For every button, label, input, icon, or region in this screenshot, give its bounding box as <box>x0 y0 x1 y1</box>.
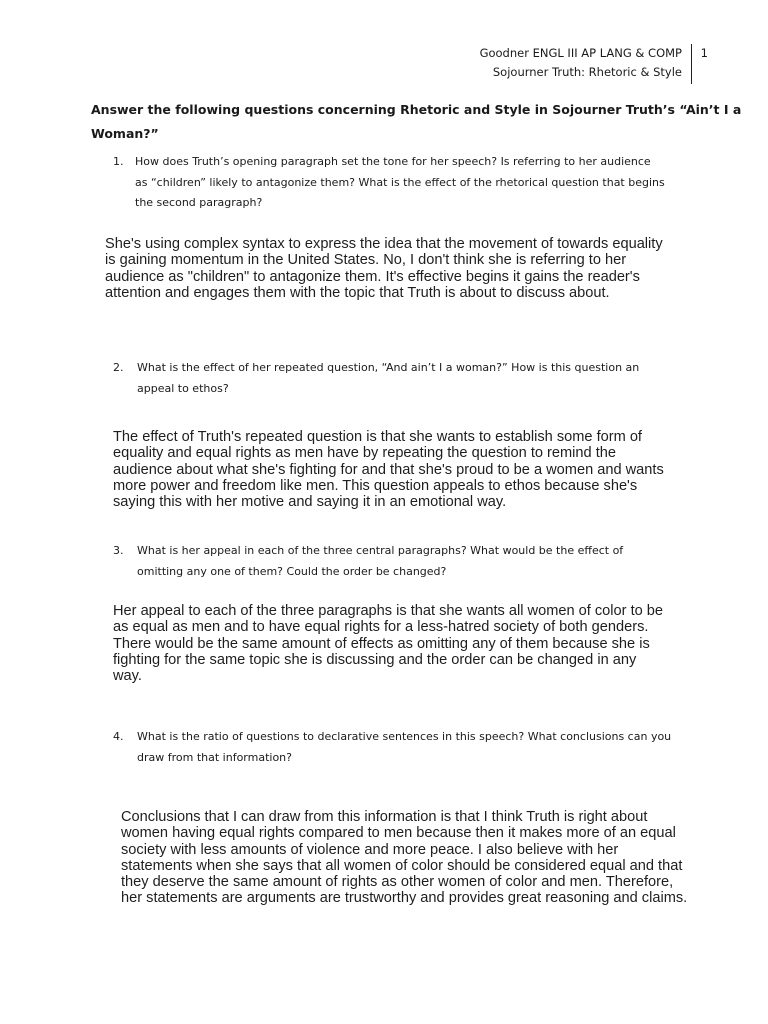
answer-line: audience about what she's fighting for and that she's proud to be a women and wants <box>113 461 664 478</box>
answer-line: Conclusions that I can draw from this information is that I think Truth is right about <box>121 809 648 825</box>
answer-line: saying this with her motive and saying it in an emotional way. <box>113 494 507 511</box>
answer-line: audience as "children" to antagonize them. It's effective begins it gains the reader's <box>105 268 640 285</box>
question-line: the second paragraph? <box>135 196 263 209</box>
answer-1 <box>105 236 705 301</box>
answer-line: Her appeal to each of the three paragraphs is that she wants all women of color to be <box>113 603 664 619</box>
answer-line: She's using complex syntax to express the idea that the movement of towards equality <box>105 236 663 252</box>
answer-line: fighting for the same topic she is discussing and the order can be changed in any <box>113 651 637 668</box>
answer-line: her statements are arguments are trustworthy and provides great reasoning and claims. <box>121 890 688 907</box>
question-number: 4. <box>113 730 124 743</box>
question-line: as “children” likely to antagonize them? What is the effect of the rhetorical question that begins <box>135 175 665 189</box>
question-text <box>137 727 671 768</box>
answer-line: they deserve the same amount of rights as other women of color and men. Therefore, <box>121 874 674 891</box>
answer-3 <box>113 603 713 684</box>
instructions-line: Answer the following questions concerning Rhetoric and Style in Sojourner Truth’s “Ain’t I a <box>91 102 742 117</box>
answer-4 <box>121 809 721 907</box>
answer-line: is gaining momentum in the United States. No, I don't think she is referring to her <box>105 252 627 269</box>
answer-line: attention and engages them with the topic that Truth is about to discuss about. <box>105 284 610 301</box>
answer-line: The effect of Truth's repeated question is that she wants to establish some form of <box>113 429 642 445</box>
question-number: 3. <box>113 544 124 557</box>
question-number: 2. <box>113 361 124 374</box>
question-line: What is the effect of her repeated question, “And ain’t I a woman?” How is this question an <box>137 361 640 374</box>
question-text <box>137 541 623 582</box>
header-assignment: Sojourner Truth: Rhetoric & Style <box>492 65 682 79</box>
answer-line: society with less amounts of violence and more peace. I also believe with her <box>121 841 619 858</box>
question-line: What is her appeal in each of the three central paragraphs? What would be the effect of <box>137 544 624 557</box>
header-title <box>480 44 682 82</box>
question-line: draw from that information? <box>137 750 292 764</box>
answer-line: There would be the same amount of effects as omitting any of them because she is <box>113 635 650 652</box>
question-line: omitting any one of them? Could the order be changed? <box>137 564 447 578</box>
page-number: 1 <box>700 46 708 60</box>
answer-2 <box>113 429 713 510</box>
answer-line: as equal as men and to have equal rights for a less-hatred society of both genders. <box>113 619 649 636</box>
question-number: 1. <box>113 155 124 168</box>
answer-line: way. <box>113 668 142 685</box>
page-header <box>468 44 708 84</box>
instructions-heading <box>91 98 742 146</box>
instructions-line: Woman?” <box>91 126 159 141</box>
question-line: How does Truth’s opening paragraph set the tone for her speech? Is referring to her audience <box>135 155 651 168</box>
header-course: Goodner ENGL III AP LANG & COMP <box>479 46 682 60</box>
question-text <box>135 152 665 214</box>
answer-line: women having equal rights compared to men because then it makes more of an equal <box>121 825 676 842</box>
question-line: What is the ratio of questions to declarative sentences in this speech? What conclusions can you <box>137 730 672 743</box>
question-line: appeal to ethos? <box>137 381 229 395</box>
answer-line: equality and equal rights as men have by repeating the question to remind the <box>113 445 616 462</box>
answer-line: more power and freedom like men. This question appeals to ethos because she's <box>113 477 638 494</box>
answer-line: statements when she says that all women of color should be considered equal and that <box>121 857 683 874</box>
question-text <box>137 358 639 399</box>
header-divider <box>691 44 692 84</box>
